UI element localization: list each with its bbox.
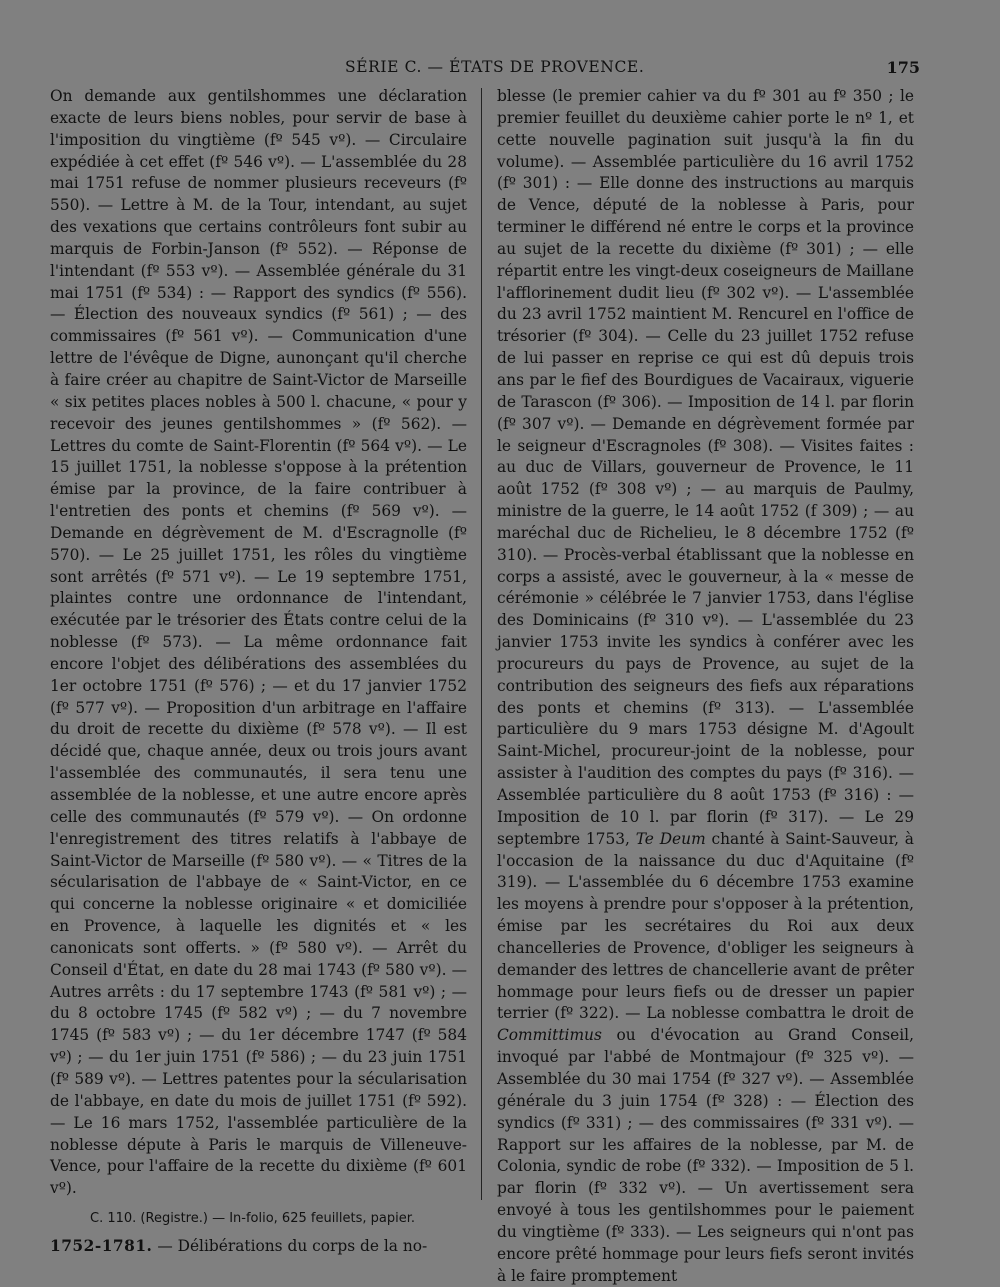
left-paragraph: On demande aux gentilshommes une déclaration exacte de leurs biens nobles, pour servir de base à l'imposition du vingtième (fº 545 vº). — Circulaire expédiée à cet effet (fº 546 vº). — L'assemblée du 28 mai 1751 refuse de nommer plusieurs receveurs (fº 550). — Lettre à M. de la Tour, intendant, au sujet des vexations que certains contrôleurs font subir au marquis de Forbin-Janson (fº 552). — Réponse de l'intendant (fº 553 vº). — Assemblée générale du 31 mai 1751 (fº 534) : — Rapport des syndics (fº 556). — Élection des nouveaux syndics (fº 561) ; — des commissaires (fº 561 vº). — Communication d'une lettre de l'évêque de Digne, aunonçant qu'il cherche à faire créer au chapitre de Saint-Victor de Marseille « six petites places nobles à 500 l. chacune, « pour y recevoir des jeunes gentilshommes » (fº 562). — Lettres du comte de Saint-Florentin (fº 564 vº). — Le 15 juillet 1751, la noblesse s'oppose à la prétention émise par la province, de la faire contribuer à l'entretien des ponts et chemins (fº 569 vº). — Demande en dégrèvement de M. d'Escragnolle (fº 570). — Le 25 juillet 1751, les rôles du vingtième sont arrêtés (fº 571 vº). — Le 19 septembre 1751, plaintes contre une ordonnance de l'intendant, exécutée par le trésorier des États contre celui de la noblesse (fº 573). — La même ordonnance fait encore l'objet des délibérations des assemblées du 1er octobre 1751 (fº 576) ; — et du 17 janvier 1752 (fº 577 vº). — Proposition d'un arbitrage en l'affaire du droit de recette du dixième (fº 578 vº). — Il est décidé que, chaque année, deux ou trois jours avant l'assemblée des communautés, il sera tenu une assemblée de la noblesse, et une autre encore après celle des communautés (fº 579 vº). — On ordonne l'enregistrement des titres relatifs à l'abbaye de Saint-Victor de Marseille (fº 580 vº). — « Titres de la sécularisation de l'abbaye de « Saint-Victor, en ce qui concerne la noblesse originaire « et domiciliée en Provence, à laquelle les dignités et « les canonicats sont offerts. » (fº 580 vº). — Arrêt du Conseil d'État, en date du 28 mai 1743 (fº 580 vº). — Autres arrêts : du 17 septembre 1743 (fº 581 vº) ; — du 8 octobre 1745 (fº 582 vº) ; — du 7 novembre 1745 (fº 583 vº) ; — du 1er décembre 1747 (fº 584 vº) ; — du 1er juin 1751 (fº 586) ; — du 23 juin 1751 (fº 589 vº). — Lettres patentes pour la sécularisation de l'abbaye, en date du mois de juillet 1751 (fº 592). — Le 16 mars 1752, l'assemblée particulière de la noblesse députe à Paris le marquis de Villeneuve-Vence, pour l'affaire de la recette du dixième (fº 601 vº). [50,87,467,1198]
right-text-c: ou d'évocation au Grand Conseil, invoqué par l'abbé de Montmajour (fº 325 vº). — Assemblée du 30 mai 1754 (fº 327 vº). — Assemblée générale du 3 juin 1754 (fº 328) : — Élection des syndics (fº 331) ; — des commissaires (fº 331 vº). — Rapport sur les affaires de la noblesse, par M. de Colonia, syndic de robe (fº 332). — Imposition de 5 l. par florin (fº 332 vº). — Un avertissement sera envoyé à tous les gentilshommes pour le paiement du vingtième (fº 333). — Les seigneurs qui n'ont pas encore prêté hommage pour leurs fiefs seront invités à le faire promptement [497,1026,914,1285]
page-number: 175 [886,58,920,77]
right-text-b: chanté à Saint-Sauveur, à l'occasion de la naissance du duc d'Aquitaine (fº 319). — L'assemblée du 6 décembre 1753 examine les moyens à prendre pour s'opposer à la prétention, émise par les secrétaires du Roi aux deux chancelleries de Provence, d'obliger les seigneurs à demander des lettres de chancellerie avant de prêter hommage pour leurs fiefs ou de dresser un papier terrier (fº 322). — La noblesse combattra le droit de [497,829,914,1023]
register-note: C. 110. (Registre.) — In-folio, 625 feuillets, papier. [90,1211,416,1227]
committimus-italic: Committimus [497,1026,602,1045]
entry-heading [50,1236,467,1258]
left-column [50,86,467,1258]
running-title: SÉRIE C. — ÉTATS DE PROVENCE. [345,58,645,76]
column-divider [481,88,482,1200]
right-text-a: blesse (le premier cahier va du fº 301 au fº 350 ; le premier feuillet du deuxième cahier porte le nº 1, et cette nouvelle pagination suit jusqu'à la fin du volume). — Assemblée particulière du 16 avril 1752 (fº 301) : — Elle donne des instructions au marquis de Vence, député de la noblesse à Paris, pour terminer le différend né entre le corps et la province au sujet de la recette du dixième (fº 301) ; — elle répartit entre les vingt-deux coseigneurs de Maillane l'afflorinement dudit lieu (fº 302 vº). — L'assemblée du 23 avril 1752 maintient M. Rencurel en l'office de trésorier (fº 304). — Celle du 23 juillet 1752 refuse de lui passer en reprise ce qui est dû depuis trois ans par le fief des Bourdigues de Vacairaux, viguerie de Tarascon (fº 306). — Imposition de 14 l. par florin (fº 307 vº). — Demande en dégrèvement formée par le seigneur d'Escragnoles (fº 308). — Visites faites : au duc de Villars, gouverneur de Provence, le 11 août 1752 (fº 308 vº) ; — au marquis de Paulmy, ministre de la guerre, le 14 août 1752 (f 309) ; — au maréchal duc de Richelieu, le 8 décembre 1752 (fº 310). — Procès-verbal établissant que la noblesse en corps a assisté, avec le gouverneur, à la « messe de cérémonie » célébrée le 7 janvier 1753, dans l'église des Dominicains (fº 310 vº). — L'assemblée du 23 janvier 1753 invite les syndics à conférer avec les procureurs du pays de Provence, au sujet de la contribution des seigneurs des fiefs aux réparations des ponts et chemins (fº 313). — L'assemblée particulière du 9 mars 1753 désigne M. d'Agoult Saint-Michel, procureur-joint de la noblesse, pour assister à l'audition des comptes du pays (fº 316). — Assemblée particulière du 8 août 1753 (fº 316) : — Imposition de 10 l. par florin (fº 317). — Le 29 septembre 1753, [497,87,914,848]
entry-start: — Délibérations du corps de la no- [157,1237,428,1256]
right-column [497,86,914,1287]
page-header [0,58,1000,82]
te-deum-italic: Te Deum [635,829,706,848]
entry-date: 1752-1781. [50,1237,153,1256]
right-paragraph [497,86,914,1287]
